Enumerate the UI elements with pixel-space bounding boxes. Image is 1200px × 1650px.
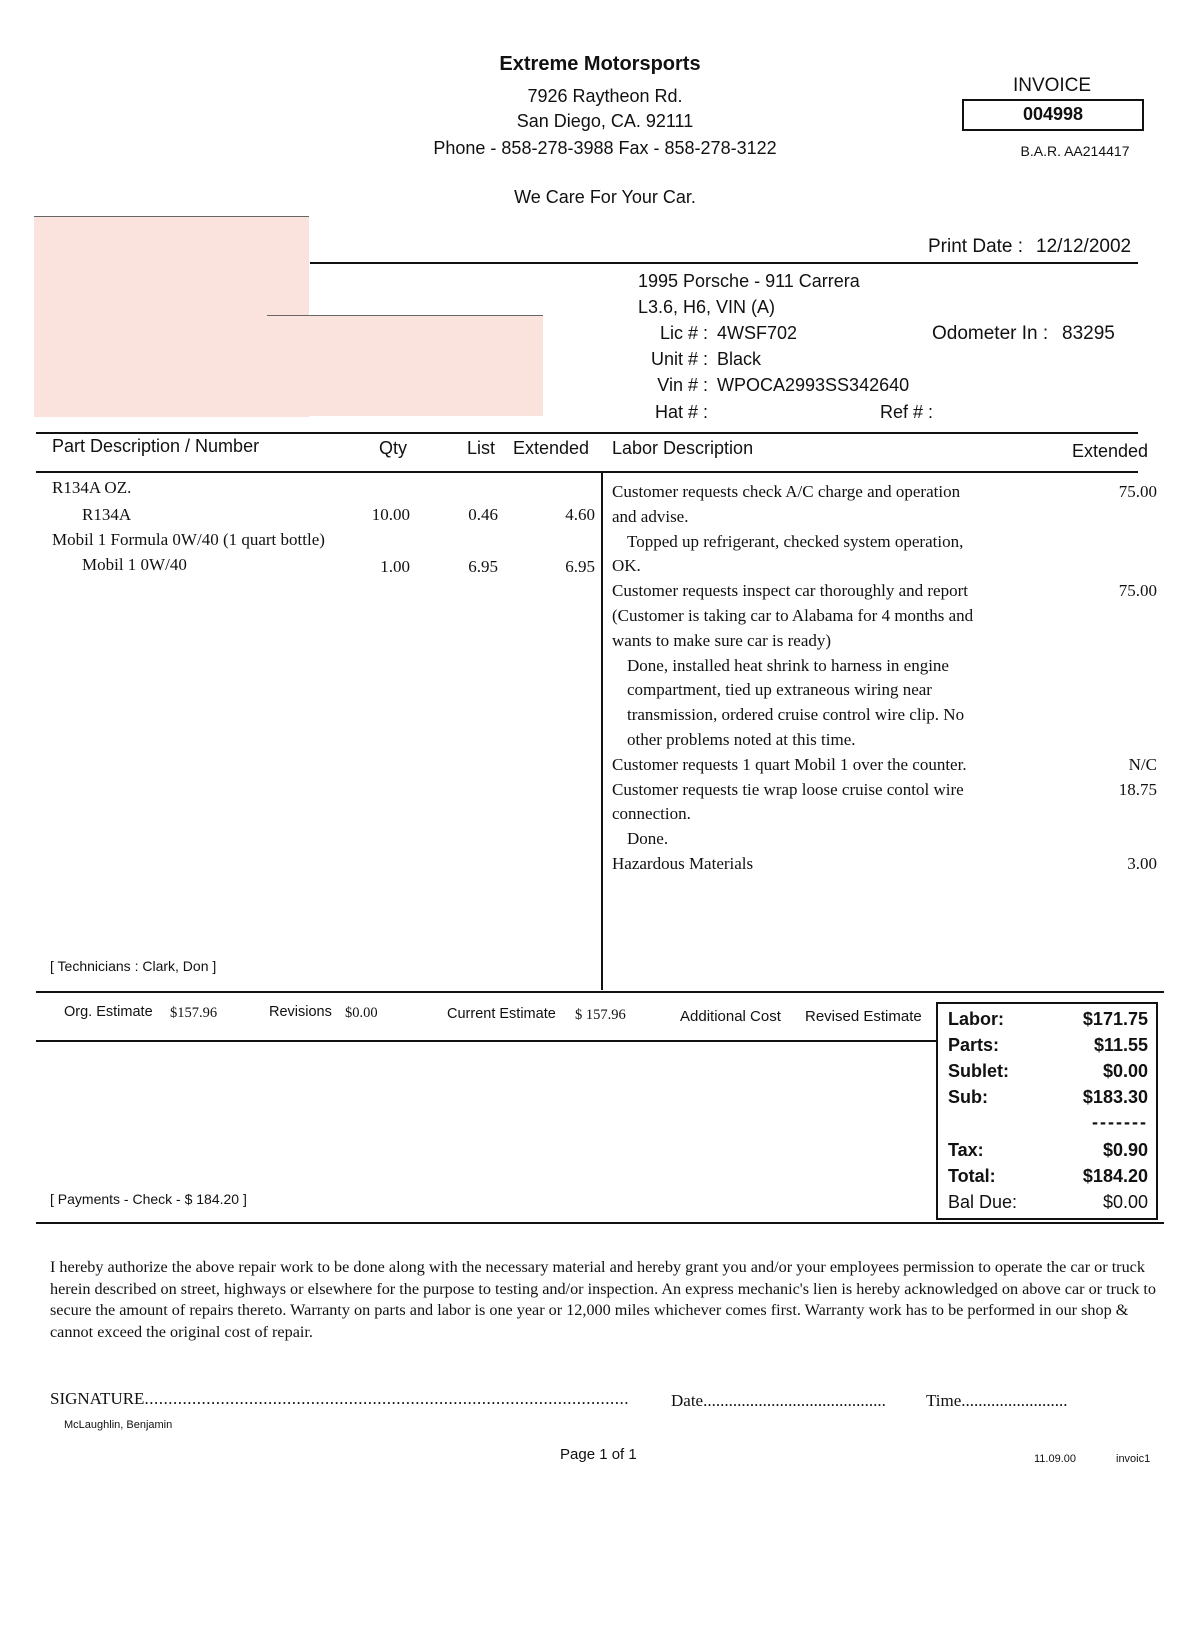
estimate-top-rule [36,991,1164,993]
time-line: ......................... [961,1391,1068,1410]
bar-number: B.A.R. AA214417 [1020,143,1130,159]
labor-amount: 3.00 [1127,853,1157,873]
time-label: Time [926,1391,962,1410]
part-qty: 10.00 [371,505,410,524]
date-label: Date [671,1391,704,1410]
redacted-customer-block-2 [267,316,543,416]
labor-line [612,579,1157,604]
total-value: $0.00 [1102,1192,1148,1212]
total-label: Bal Due: [948,1192,1018,1212]
labor-line [612,703,1157,728]
labor-line [612,505,1157,530]
total-label: Sub: [948,1087,988,1107]
redaction-edge [267,315,543,316]
column-divider [601,472,603,990]
total-label: Sublet: [948,1061,1009,1081]
technicians: [ Technicians : Clark, Don ] [50,958,217,974]
vin-value: WPOCA2993SS342640 [717,375,910,395]
total-value: $183.30 [1082,1087,1148,1107]
labor-list [612,480,1157,877]
labor-description: Done. [627,829,669,849]
labor-description: Done, installed heat shrink to harness in engine [627,655,949,675]
vin-label: Vin # : [657,375,708,395]
tagline: We Care For Your Car. [514,187,696,207]
unit-value: Black [717,349,762,369]
phone-fax: Phone - 858-278-3988 Fax - 858-278-3122 [433,138,777,158]
total-value: $184.20 [1082,1166,1148,1186]
redaction-edge [34,216,309,217]
org-estimate-value: $157.96 [170,1005,218,1021]
total-label: Labor: [948,1009,1004,1029]
part-extended: 6.95 [565,557,595,576]
labor-amount: 18.75 [1118,779,1157,799]
payments: [ Payments - Check - $ 184.20 ] [50,1191,247,1207]
labor-description: Hazardous Materials [612,853,754,873]
labor-line [612,480,1157,505]
labor-description: OK. [612,556,641,576]
signer-name: McLaughlin, Benjamin [64,1419,173,1431]
table-top-rule [36,432,1138,434]
part-title: Mobil 1 Formula 0W/40 (1 quart bottle) [52,530,325,549]
ref-label: Ref # : [880,402,934,422]
labor-line [612,554,1157,579]
labor-description: Customer requests tie wrap loose cruise contol wire [612,779,964,799]
labor-line [612,604,1157,629]
labor-line [612,802,1157,827]
labor-line [612,728,1157,753]
parts-list-header: List [467,438,496,458]
signature-label: SIGNATURE [50,1389,145,1408]
labor-description: Customer requests check A/C charge and operation [612,482,961,501]
labor-amount: 75.00 [1118,581,1157,601]
labor-line [612,530,1157,555]
total-value: $171.75 [1082,1009,1148,1029]
labor-amount: 75.00 [1118,482,1157,501]
labor-line [612,827,1157,852]
total-value: $0.90 [1102,1140,1148,1160]
date-line: ........................................... [703,1391,886,1410]
labor-line [612,852,1157,877]
labor-line [612,753,1157,778]
form-id: invoic1 [1116,1453,1151,1465]
vehicle-engine: L3.6, H6, VIN (A) [638,297,776,317]
labor-description: Customer requests 1 quart Mobil 1 over the counter. [612,754,967,774]
address-line-2: San Diego, CA. 92111 [516,111,694,131]
total-value: $11.55 [1093,1035,1148,1055]
odometer-label: Odometer In : [932,323,1049,344]
print-date: 12/12/2002 [1036,236,1132,257]
invoice-number: 004998 [962,99,1144,131]
header-bottom-rule [36,471,1138,473]
current-estimate-value: $ 157.96 [575,1007,626,1023]
signature-line: ...................................................................................................... [144,1389,629,1408]
address-line-1: 7926 Raytheon Rd. [527,86,683,106]
hat-label: Hat # : [654,402,708,422]
revisions-label: Revisions [269,1004,332,1020]
labor-description: connection. [612,804,691,824]
separator-dashes: ------- [1092,1112,1148,1132]
current-estimate-label: Current Estimate [447,1006,556,1022]
odometer-value: 83295 [1062,323,1115,344]
part-list-price: 6.95 [468,557,498,576]
parts-desc-header: Part Description / Number [52,436,260,456]
date-field [671,1391,886,1411]
estimate-bottom-rule [36,1040,936,1042]
part-number: Mobil 1 0W/40 [82,555,187,574]
labor-line [612,629,1157,654]
totals-box [936,1002,1158,1220]
invoice-label: INVOICE [1012,75,1092,96]
header-rule [310,262,1138,264]
labor-description: and advise. [612,506,689,526]
total-value: $0.00 [1102,1061,1148,1081]
additional-cost-label: Additional Cost [680,1008,781,1025]
labor-description: (Customer is taking car to Alabama for 4 months and [612,605,974,625]
revised-estimate-label: Revised Estimate [805,1008,922,1025]
vehicle-model: 1995 Porsche - 911 Carrera [638,271,860,291]
org-estimate-label: Org. Estimate [64,1004,153,1020]
parts-extended-header: Extended [513,438,590,458]
part-number: R134A [82,505,132,524]
labor-description: wants to make sure car is ready) [612,630,832,650]
part-list-price: 0.46 [468,505,498,524]
page-number: Page 1 of 1 [560,1446,637,1463]
total-label: Parts: [948,1035,1000,1055]
labor-extended-header: Extended [1072,441,1149,461]
time-field [926,1391,1068,1411]
print-date-label: Print Date : [928,236,1024,257]
totals-bottom-rule [36,1222,1164,1224]
labor-line [612,678,1157,703]
lic-label: Lic # : [659,323,708,343]
labor-description: transmission, ordered cruise control wire clip. No [627,705,965,725]
labor-description: compartment, tied up extraneous wiring near [627,680,932,700]
unit-label: Unit # : [650,349,708,369]
labor-description: Topped up refrigerant, checked system operation, [627,531,964,551]
labor-desc-header: Labor Description [612,438,754,458]
labor-line [612,654,1157,679]
labor-description: Customer requests inspect car thoroughly and report [612,581,968,601]
form-version: 11.09.00 [1034,1453,1077,1465]
part-title: R134A OZ. [52,478,132,497]
total-label: Total: [948,1166,996,1186]
authorization-terms: I hereby authorize the above repair work to be done along with the necessary material and hereby grant you and/or your employees permission to operate the car or truck herein described on street, highways or elsewhere for the purpose to testing and/or inspection. An express mechanic's lien is hereby acknowledged on above car or truck to secure the amount of repairs thereto. Warranty on parts and labor is one year or 12,000 miles whichever comes first. Warranty work has to be performed in our shop & cannot exceed the original cost of repair. [50,1258,1157,1341]
revisions-value: $0.00 [345,1005,378,1021]
labor-line [612,778,1157,803]
part-qty: 1.00 [380,557,410,576]
lic-value: 4WSF702 [717,323,798,343]
company-name: Extreme Motorsports [499,53,701,75]
labor-description: other problems noted at this time. [627,729,856,749]
part-extended: 4.60 [565,505,595,524]
total-label: Tax: [948,1140,984,1160]
parts-qty-header: Qty [379,438,408,458]
signature-field [50,1389,629,1409]
labor-amount: N/C [1128,754,1157,774]
